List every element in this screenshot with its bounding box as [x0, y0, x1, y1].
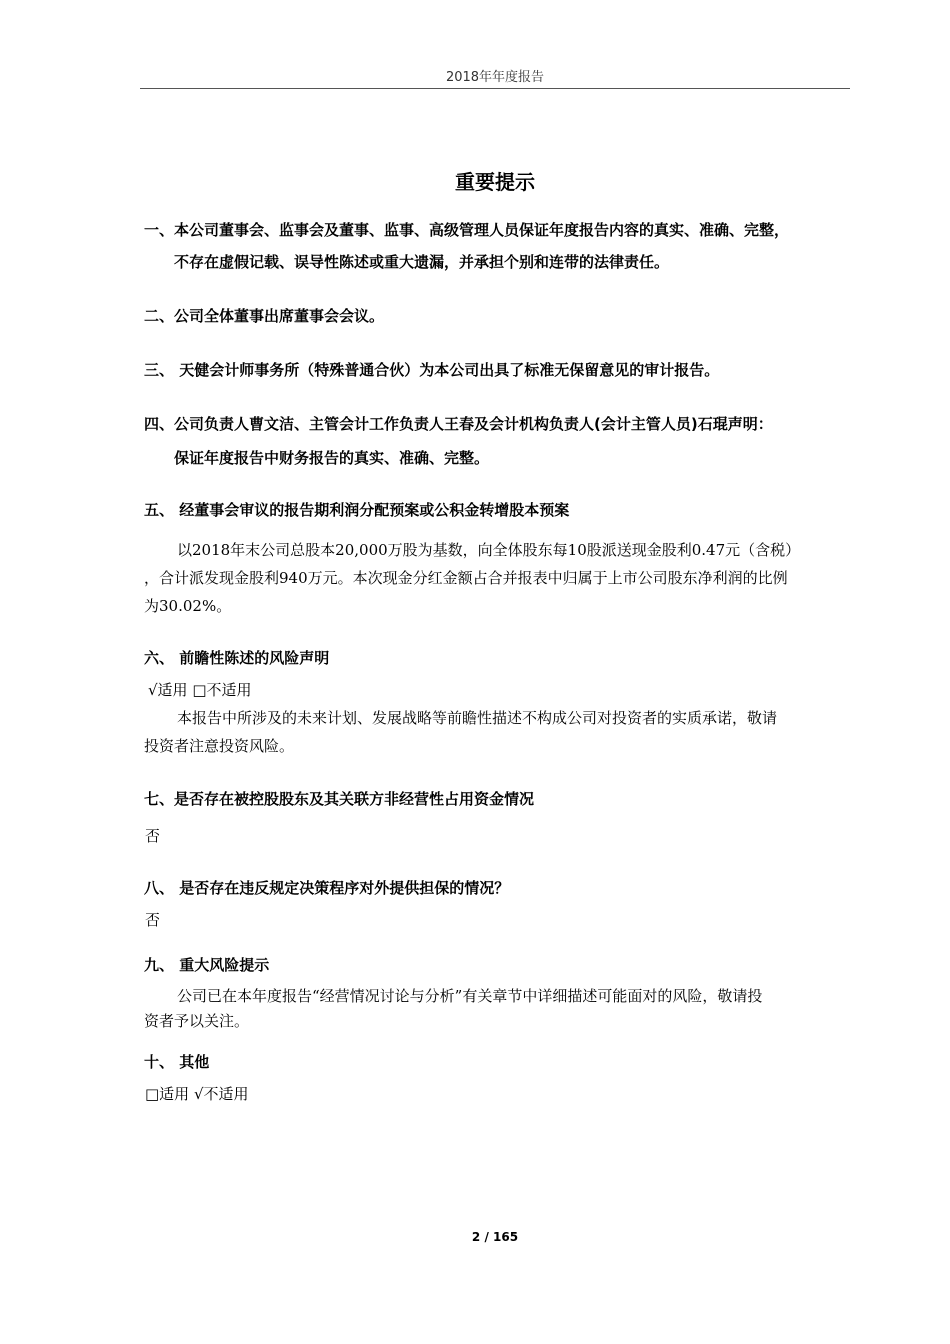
section-3: 三、 天健会计师事务所（特殊普通合伙）为本公司出具了标准无保留意见的审计报告。: [144, 361, 720, 379]
section-5-para-line-1: 以2018年末公司总股本20,000万股为基数，向全体股东每10股派送现金股利0.47元（含税）: [177, 541, 801, 559]
section-4-line-1: 四、公司负责人曹文洁、主管会计工作负责人王春及会计机构负责人(会计主管人员)石琨声明：: [144, 415, 773, 433]
page-number: 2 / 165: [471, 1230, 519, 1244]
section-7-answer: 否: [145, 827, 161, 845]
page-title: 重要提示: [455, 170, 535, 194]
section-4-line-2: 保证年度报告中财务报告的真实、准确、完整。: [174, 449, 490, 467]
section-6-applicability: √适用 □不适用: [148, 681, 252, 699]
section-9-heading: 九、 重大风险提示: [144, 956, 270, 974]
section-8-heading: 八、 是否存在违反规定决策程序对外提供担保的情况？: [144, 879, 510, 897]
section-6-para-line-2: 投资者注意投资风险。: [144, 737, 295, 755]
section-9-para-line-1: 公司已在本年度报告“经营情况讨论与分析”有关章节中详细描述可能面对的风险，敬请投: [177, 987, 763, 1005]
section-2: 二、公司全体董事出席董事会会议。: [144, 307, 385, 325]
section-1-line-1: 一、本公司董事会、监事会及董事、监事、高级管理人员保证年度报告内容的真实、准确、完整，: [144, 221, 790, 239]
section-8-answer: 否: [145, 911, 161, 929]
running-header: 2018年年度报告: [445, 70, 545, 85]
section-6-heading: 六、 前瞻性陈述的风险声明: [144, 649, 330, 667]
section-5-para-line-3: 为30.02%。: [144, 597, 232, 615]
section-5-heading: 五、 经董事会审议的报告期利润分配预案或公积金转增股本预案: [144, 501, 570, 519]
section-7-heading: 七、是否存在被控股股东及其关联方非经营性占用资金情况: [144, 790, 535, 808]
section-9-para-line-2: 资者予以关注。: [144, 1012, 250, 1030]
section-10-heading: 十、 其他: [144, 1053, 210, 1071]
header-divider: [140, 88, 850, 89]
section-6-para-line-1: 本报告中所涉及的未来计划、发展战略等前瞻性描述不构成公司对投资者的实质承诺，敬请: [177, 709, 778, 727]
section-5-para-line-2: ，合计派发现金股利940万元。本次现金分红金额占合并报表中归属于上市公司股东净利润的比例: [144, 569, 788, 587]
section-1-line-2: 不存在虚假记载、误导性陈述或重大遗漏，并承担个别和连带的法律责任。: [174, 253, 670, 271]
section-10-applicability: □适用 √不适用: [145, 1085, 249, 1103]
